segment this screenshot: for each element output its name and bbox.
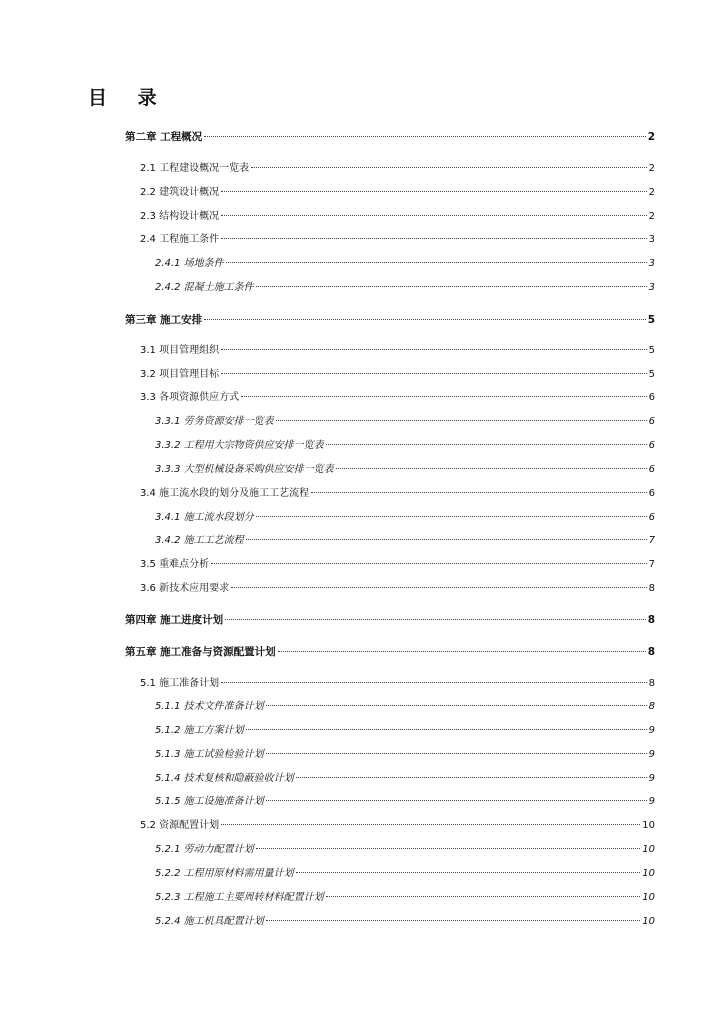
toc-dot-leader [204,136,646,137]
toc-dot-leader [256,286,647,287]
toc-entry[interactable] [125,129,655,145]
toc-entry-label: 3.2 项目管理目标 [140,369,220,380]
toc-entry-label: 3.3.2 工程用大宗物资供应安排一览表 [155,440,324,451]
toc-entry[interactable] [140,185,655,201]
toc-entry-label: 2.4.1 场地条件 [155,258,224,269]
toc-entry[interactable] [155,914,655,930]
toc-dot-leader [221,238,647,239]
toc-page-number: 10 [642,892,655,903]
toc-page-number: 5 [648,345,655,356]
toc-dot-leader [311,492,647,493]
toc-page-number: 9 [648,773,655,784]
toc-entry-label: 2.2 建筑设计概况 [140,187,220,198]
toc-entry[interactable] [140,232,655,248]
toc-dot-leader [221,215,647,216]
toc-entry[interactable] [155,280,655,296]
toc-page-number: 3 [648,234,655,245]
toc-entry[interactable] [155,699,655,715]
toc-page-number: 8 [648,678,655,689]
toc-page-number: 10 [642,820,655,831]
toc-entry[interactable] [155,438,655,454]
toc-entry[interactable] [125,612,655,628]
toc-dot-leader [256,848,641,849]
toc-entry-label: 2.4 工程施工条件 [140,234,220,245]
toc-page-number: 2 [648,211,655,222]
toc-dot-leader [221,373,647,374]
toc-entry[interactable] [155,842,655,858]
toc-entry[interactable] [155,533,655,549]
toc-page-number: 2 [648,187,655,198]
toc-entry-label: 3.3 各项资源供应方式 [140,392,240,403]
toc-entry[interactable] [140,161,655,177]
toc-dot-leader [296,872,641,873]
toc-entry-label: 5.2.4 施工机具配置计划 [155,916,264,927]
toc-dot-leader [266,753,647,754]
toc-page-number: 6 [648,512,655,523]
toc-entry-label: 5.1.3 施工试验检验计划 [155,749,264,760]
toc-page-number: 7 [648,559,655,570]
toc-entry-label: 3.4 施工流水段的划分及施工工艺流程 [140,488,310,499]
toc-entry[interactable] [140,343,655,359]
toc-entry-label: 5.1.4 技术复核和隐蔽验收计划 [155,773,294,784]
toc-dot-leader [266,800,647,801]
toc-dot-leader [225,619,646,620]
toc-page-number: 3 [648,282,655,293]
toc-dot-leader [246,539,647,540]
toc-page-number: 6 [648,392,655,403]
toc-entry[interactable] [155,794,655,810]
toc-page-number: 3 [648,258,655,269]
toc-entry[interactable] [140,367,655,383]
toc-page-number: 8 [648,583,655,594]
toc-dot-leader [266,705,647,706]
toc-entry-label: 3.4.2 施工工艺流程 [155,535,244,546]
toc-dot-leader [266,920,641,921]
toc-dot-leader [246,729,647,730]
toc-entry-label: 第五章 施工准备与资源配置计划 [125,646,276,658]
toc-dot-leader [204,319,646,320]
toc-entry-label: 5.1.2 施工方案计划 [155,725,244,736]
toc-entry-label: 2.1 工程建设概况一览表 [140,163,250,174]
toc-entry-label: 2.3 结构设计概况 [140,211,220,222]
toc-entry[interactable] [155,723,655,739]
toc-dot-leader [221,824,640,825]
toc-dot-leader [231,587,647,588]
toc-entry[interactable] [140,581,655,597]
toc-dot-leader [241,396,647,397]
toc-entry-label: 3.6 新技术应用要求 [140,583,230,594]
toc-entry[interactable] [155,462,655,478]
toc-entry[interactable] [155,771,655,787]
toc-entry[interactable] [155,747,655,763]
toc-entry[interactable] [140,818,655,834]
toc-entry[interactable] [155,256,655,272]
toc-title: 目 录 [88,87,169,109]
toc-page-number: 6 [648,488,655,499]
toc-dot-leader [336,468,647,469]
toc-entry-label: 5.1.1 技术文件准备计划 [155,701,264,712]
toc-page-number: 9 [648,725,655,736]
toc-entry[interactable] [155,890,655,906]
toc-page-number: 5 [648,369,655,380]
toc-entry-label: 第二章 工程概况 [125,131,203,143]
toc-dot-leader [221,191,647,192]
toc-page-number: 8 [647,646,655,658]
toc-page-number: 6 [648,464,655,475]
toc-page-number: 8 [648,701,655,712]
toc-entry[interactable] [155,414,655,430]
toc-entry-label: 3.3.3 大型机械设备采购供应安排一览表 [155,464,334,475]
toc-page-number: 2 [647,131,655,143]
toc-entry-label: 5.1 施工准备计划 [140,678,220,689]
toc-entry-label: 5.2.1 劳动力配置计划 [155,844,254,855]
toc-entry-label: 2.4.2 混凝土施工条件 [155,282,254,293]
toc-page-number: 10 [642,868,655,879]
toc-page-number: 10 [642,916,655,927]
toc-entry[interactable] [125,312,655,328]
toc-entry-label: 第三章 施工安排 [125,314,203,326]
toc-entry-label: 5.2.2 工程用原材料需用量计划 [155,868,294,879]
toc-entry[interactable] [140,676,655,692]
toc-entry[interactable] [155,510,655,526]
toc-page-number: 5 [647,314,655,326]
toc-page-number: 9 [648,796,655,807]
toc-dot-leader [296,777,647,778]
toc-entry-label: 3.3.1 劳务资源安排一览表 [155,416,274,427]
toc-entry[interactable] [155,866,655,882]
toc-entry[interactable] [140,486,655,502]
toc-entry-label: 5.1.5 施工设施准备计划 [155,796,264,807]
toc-entry-label: 第四章 施工进度计划 [125,614,224,626]
toc-entry-label: 5.2.3 工程施工主要周转材料配置计划 [155,892,324,903]
toc-dot-leader [221,349,647,350]
toc-entry[interactable] [140,557,655,573]
toc-dot-leader [256,516,647,517]
toc-entry-label: 5.2 资源配置计划 [140,820,220,831]
toc-dot-leader [326,444,647,445]
toc-page-number: 2 [648,163,655,174]
toc-dot-leader [278,651,646,652]
toc-dot-leader [276,420,647,421]
toc-dot-leader [226,262,647,263]
toc-dot-leader [211,563,647,564]
toc-page-number: 6 [648,440,655,451]
toc-page-number: 6 [648,416,655,427]
toc-dot-leader [221,682,647,683]
toc-page-number: 8 [647,614,655,626]
toc-dot-leader [251,167,647,168]
toc-entry-label: 3.1 项目管理组织 [140,345,220,356]
toc-entry-label: 3.4.1 施工流水段划分 [155,512,254,523]
toc-dot-leader [326,896,641,897]
toc-entry[interactable] [140,209,655,225]
toc-page-number: 10 [642,844,655,855]
toc-entry[interactable] [140,390,655,406]
toc-entry-label: 3.5 重难点分析 [140,559,210,570]
toc-page-number: 9 [648,749,655,760]
toc-page-number: 7 [648,535,655,546]
toc-entry[interactable] [125,644,655,660]
